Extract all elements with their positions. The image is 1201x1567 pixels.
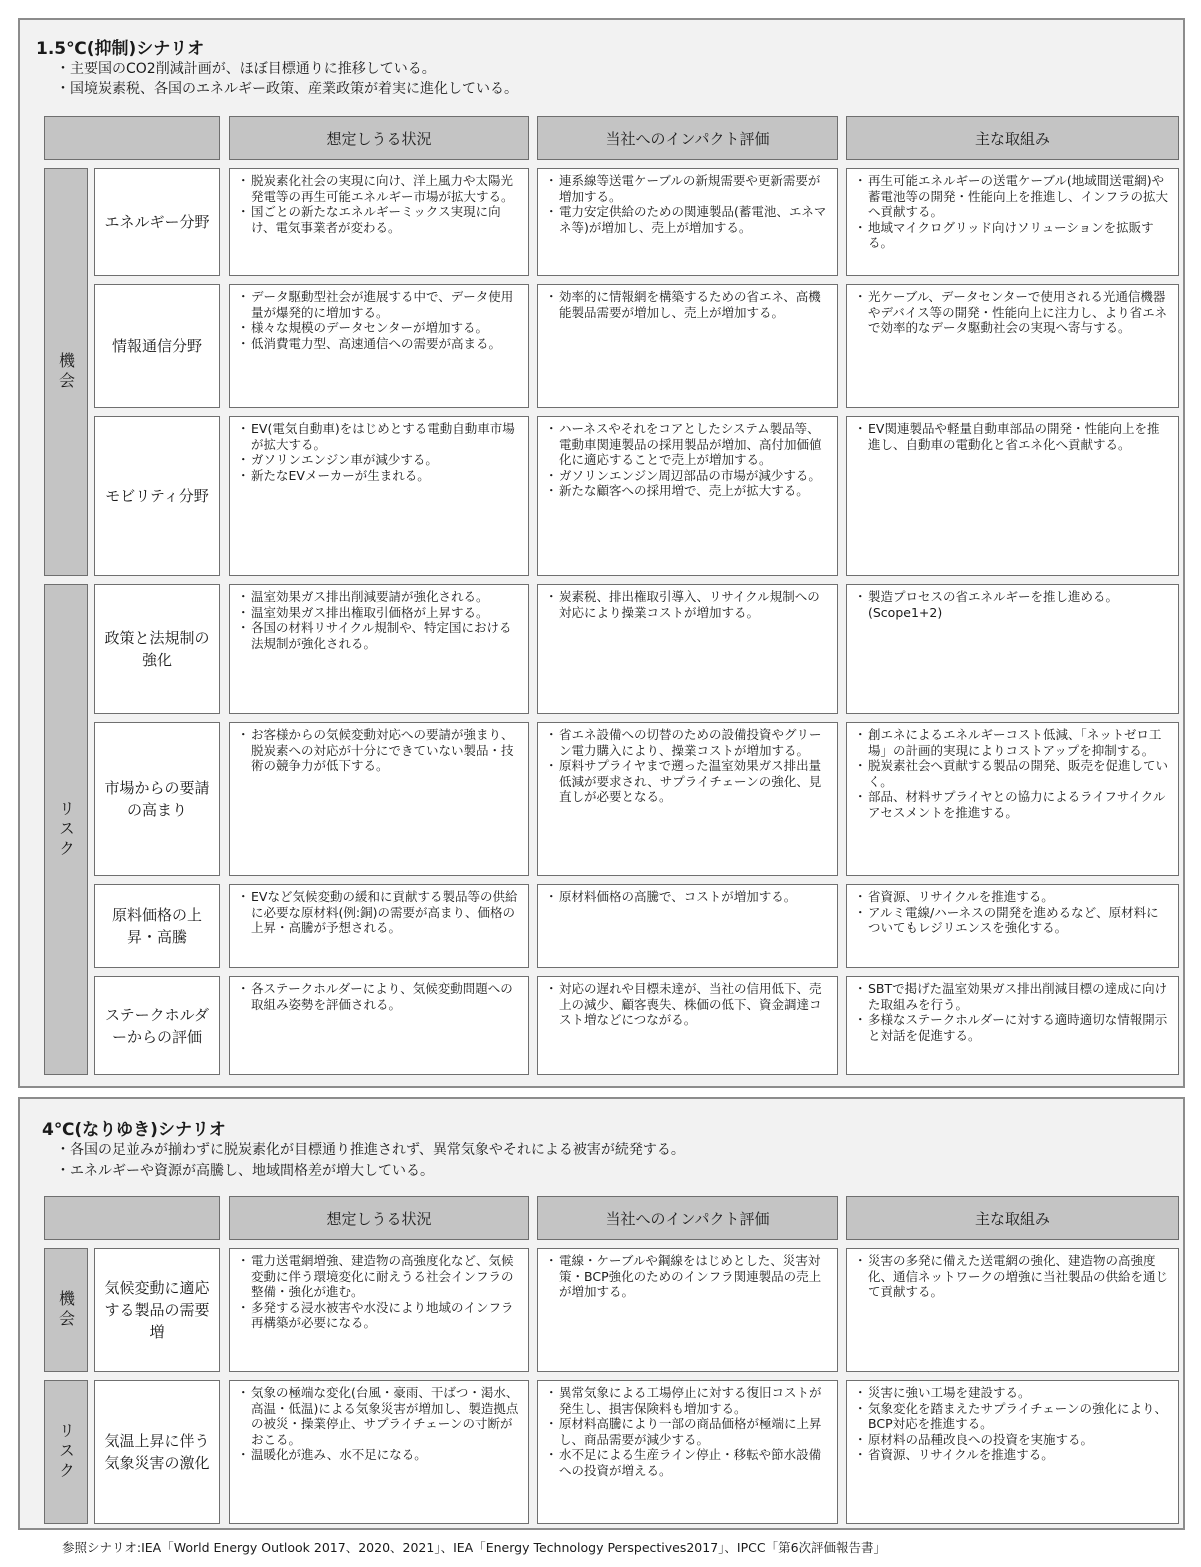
bullet-item: ・ 様々な規模のデータセンターが増加する。	[240, 320, 520, 336]
bullet-item: ・ 各国の材料リサイクル規制や、特定国における法規制が強化される。	[240, 620, 520, 651]
bullet-item: ・ EVなど気候変動の緩和に貢献する製品等の供給に必要な原材料(例:銅)の需要が高まり、価格の上昇・高騰が予想される。	[240, 889, 520, 936]
area-label: 原料価格の上昇・高騰	[94, 884, 220, 968]
bullet-item: ・ 新たなEVメーカーが生まれる。	[240, 468, 520, 484]
scenario-2-bullet-1: ・各国の足並みが揃わずに脱炭素化が目標通り推進されず、異常気象やそれによる被害が続発する。	[56, 1142, 685, 1158]
bullet-item: ・ 災害の多発に備えた送電網の強化、建造物の高強度化、通信ネットワークの増強に当社製品の供給を通じて貢献する。	[857, 1253, 1170, 1300]
area-label: ステークホルダーからの評価	[94, 976, 220, 1075]
area-label: 気候変動に適応する製品の需要増	[94, 1248, 220, 1372]
bullet-item: ・ お客様からの気候変動対応への要請が強まり、脱炭素への対応が十分にできていない製品・技術の競争力が低下する。	[240, 727, 520, 774]
bullet-item: ・ 気象の極端な変化(台風・豪雨、干ばつ・渇水、高温・低温)による気象災害が増加し、製造拠点の被災・操業停止、サプライチェーンの寸断がおこる。	[240, 1385, 520, 1447]
bullet-item: ・ 原材料の品種改良への投資を実施する。	[857, 1432, 1170, 1448]
area-label: モビリティ分野	[94, 416, 220, 576]
bullet-item: ・ 効率的に情報網を構築するための省エネ、高機能製品需要が増加し、売上が増加する。	[548, 289, 829, 320]
area-label: 政策と法規制の強化	[94, 584, 220, 714]
situation-cell	[229, 976, 529, 1075]
bullet-item: ・ ガソリンエンジン車が減少する。	[240, 452, 520, 468]
bullet-item: ・ ハーネスやそれをコアとしたシステム製品等、電動車関連製品の採用製品が増加、高付加価値化に適応することで売上が増加する。	[548, 421, 829, 468]
bullet-item: ・ 省資源、リサイクルを推進する。	[857, 1447, 1170, 1463]
situation-cell	[229, 416, 529, 576]
header-blank	[44, 1196, 220, 1240]
bullet-item: ・ 低消費電力型、高速通信への需要が高まる。	[240, 336, 520, 352]
action-cell	[846, 976, 1179, 1075]
bullet-item: ・ 国ごとの新たなエネルギーミックス実現に向け、電気事業者が変わる。	[240, 204, 520, 235]
header-impact: 当社へのインパクト評価	[537, 116, 838, 160]
impact-cell	[537, 722, 838, 876]
situation-cell	[229, 1380, 529, 1524]
bullet-item: ・ EV関連製品や軽量自動車部品の開発・性能向上を推進し、自動車の電動化と省エネ化へ貢献する。	[857, 421, 1170, 452]
bullet-item: ・ 省資源、リサイクルを推進する。	[857, 889, 1170, 905]
bullet-item: ・ 温暖化が進み、水不足になる。	[240, 1447, 520, 1463]
impact-cell	[537, 284, 838, 408]
bullet-item: ・ 新たな顧客への採用増で、売上が拡大する。	[548, 483, 829, 499]
category-opportunity: 機会	[44, 168, 88, 576]
situation-cell	[229, 884, 529, 968]
category-risk: リスク	[44, 1380, 88, 1524]
bullet-item: ・ 脱炭素化社会の実現に向け、洋上風力や太陽光発電等の再生可能エネルギー市場が拡大する。	[240, 173, 520, 204]
bullet-item: ・ アルミ電線/ハーネスの開発を進めるなど、原材料についてもレジリエンスを強化する。	[857, 905, 1170, 936]
bullet-item: ・ 各ステークホルダーにより、気候変動問題への取組み姿勢を評価される。	[240, 981, 520, 1012]
area-label: 情報通信分野	[94, 284, 220, 408]
bullet-item: ・ EV(電気自動車)をはじめとする電動自動車市場が拡大する。	[240, 421, 520, 452]
bullet-item: ・ 連系線等送電ケーブルの新規需要や更新需要が増加する。	[548, 173, 829, 204]
action-cell	[846, 168, 1179, 276]
header-action: 主な取組み	[846, 116, 1179, 160]
bullet-item: ・ 電線・ケーブルや鋼線をはじめとした、災害対策・BCP強化のためのインフラ関連製品の売上が増加する。	[548, 1253, 829, 1300]
action-cell	[846, 1248, 1179, 1372]
impact-cell	[537, 1380, 838, 1524]
scenario-1-title: 1.5℃(抑制)シナリオ	[36, 39, 205, 59]
action-cell	[846, 722, 1179, 876]
action-cell	[846, 884, 1179, 968]
situation-cell	[229, 1248, 529, 1372]
bullet-item: ・ 再生可能エネルギーの送電ケーブル(地域間送電網)や蓄電池等の開発・性能向上を推進し、インフラの拡大へ貢献する。	[857, 173, 1170, 220]
bullet-item: ・ 原料サプライヤまで遡った温室効果ガス排出量低減が要求され、サプライチェーンの強化、見直しが必要となる。	[548, 758, 829, 805]
impact-cell	[537, 884, 838, 968]
situation-cell	[229, 722, 529, 876]
scenario-1-panel	[18, 18, 1185, 1088]
bullet-item: ・ 省エネ設備への切替のための設備投資やグリーン電力購入により、操業コストが増加する。	[548, 727, 829, 758]
bullet-item: ・ SBTで掲げた温室効果ガス排出削減目標の達成に向けた取組みを行う。	[857, 981, 1170, 1012]
situation-cell	[229, 284, 529, 408]
bullet-item: ・ 光ケーブル、データセンターで使用される光通信機器やデバイス等の開発・性能向上に注力し、より省エネで効率的なデータ駆動社会の実現へ寄与する。	[857, 289, 1170, 336]
bullet-item: ・ 異常気象による工場停止に対する復旧コストが発生し、損害保険料も増加する。	[548, 1385, 829, 1416]
impact-cell	[537, 168, 838, 276]
reference-footer: 参照シナリオ:IEA「World Energy Outlook 2017、2020、2021」、IEA「Energy Technology Perspectives2017」、IPCC「第6次評価報告書」	[62, 1540, 887, 1555]
bullet-item: ・ 脱炭素社会へ貢献する製品の開発、販売を促進していく。	[857, 758, 1170, 789]
scenario-1-bullet-1: ・主要国のCO2削減計画が、ほぼ目標通りに推移している。	[56, 61, 436, 77]
header-action: 主な取組み	[846, 1196, 1179, 1240]
bullet-item: ・ 原材料高騰により一部の商品価格が極端に上昇し、商品需要が減少する。	[548, 1416, 829, 1447]
situation-cell	[229, 168, 529, 276]
area-label: 市場からの要請の高まり	[94, 722, 220, 876]
scenario-2-panel	[18, 1097, 1185, 1530]
impact-cell	[537, 416, 838, 576]
area-label: 気温上昇に伴う気象災害の激化	[94, 1380, 220, 1524]
bullet-item: ・ 災害に強い工場を建設する。	[857, 1385, 1170, 1401]
area-label: エネルギー分野	[94, 168, 220, 276]
bullet-item: ・ 炭素税、排出権取引導入、リサイクル規制への対応により操業コストが増加する。	[548, 589, 829, 620]
category-risk: リスク	[44, 584, 88, 1075]
bullet-item: ・ 多様なステークホルダーに対する適時適切な情報開示と対話を促進する。	[857, 1012, 1170, 1043]
bullet-item: ・ 電力安定供給のための関連製品(蓄電池、エネマネ等)が増加し、売上が増加する。	[548, 204, 829, 235]
action-cell	[846, 284, 1179, 408]
bullet-item: ・ ガソリンエンジン周辺部品の市場が減少する。	[548, 468, 829, 484]
bullet-item: ・ 多発する浸水被害や水没により地域のインフラ再構築が必要になる。	[240, 1300, 520, 1331]
bullet-item: ・ 創エネによるエネルギーコスト低減、「ネットゼロ工場」の計画的実現によりコストアップを抑制する。	[857, 727, 1170, 758]
bullet-item: ・ 温室効果ガス排出削減要請が強化される。	[240, 589, 520, 605]
impact-cell	[537, 584, 838, 714]
header-blank	[44, 116, 220, 160]
bullet-item: ・ 対応の遅れや目標未達が、当社の信用低下、売上の減少、顧客喪失、株価の低下、資金調達コスト増などにつながる。	[548, 981, 829, 1028]
situation-cell	[229, 584, 529, 714]
action-cell	[846, 1380, 1179, 1524]
scenario-1-bullet-2: ・国境炭素税、各国のエネルギー政策、産業政策が着実に進化している。	[56, 81, 518, 97]
bullet-item: ・ 部品、材料サプライヤとの協力によるライフサイクルアセスメントを推進する。	[857, 789, 1170, 820]
bullet-item: ・ 製造プロセスの省エネルギーを推し進める。(Scope1+2)	[857, 589, 1170, 620]
bullet-item: ・ 温室効果ガス排出権取引価格が上昇する。	[240, 605, 520, 621]
bullet-item: ・ データ駆動型社会が進展する中で、データ使用量が爆発的に増加する。	[240, 289, 520, 320]
bullet-item: ・ 水不足による生産ライン停止・移転や節水設備への投資が増える。	[548, 1447, 829, 1478]
bullet-item: ・ 原材料価格の高騰で、コストが増加する。	[548, 889, 829, 905]
header-situation: 想定しうる状況	[229, 1196, 529, 1240]
action-cell	[846, 416, 1179, 576]
bullet-item: ・ 気象変化を踏まえたサプライチェーンの強化により、BCP対応を推進する。	[857, 1401, 1170, 1432]
bullet-item: ・ 地域マイクログリッド向けソリューションを拡販する。	[857, 220, 1170, 251]
impact-cell	[537, 1248, 838, 1372]
action-cell	[846, 584, 1179, 714]
scenario-2-title: 4℃(なりゆき)シナリオ	[42, 1120, 226, 1140]
scenario-2-bullet-2: ・エネルギーや資源が高騰し、地域間格差が増大している。	[56, 1163, 434, 1179]
impact-cell	[537, 976, 838, 1075]
bullet-item: ・ 電力送電網増強、建造物の高強度化など、気候変動に伴う環境変化に耐えうる社会インフラの整備・強化が進む。	[240, 1253, 520, 1300]
header-impact: 当社へのインパクト評価	[537, 1196, 838, 1240]
category-opportunity: 機会	[44, 1248, 88, 1372]
header-situation: 想定しうる状況	[229, 116, 529, 160]
